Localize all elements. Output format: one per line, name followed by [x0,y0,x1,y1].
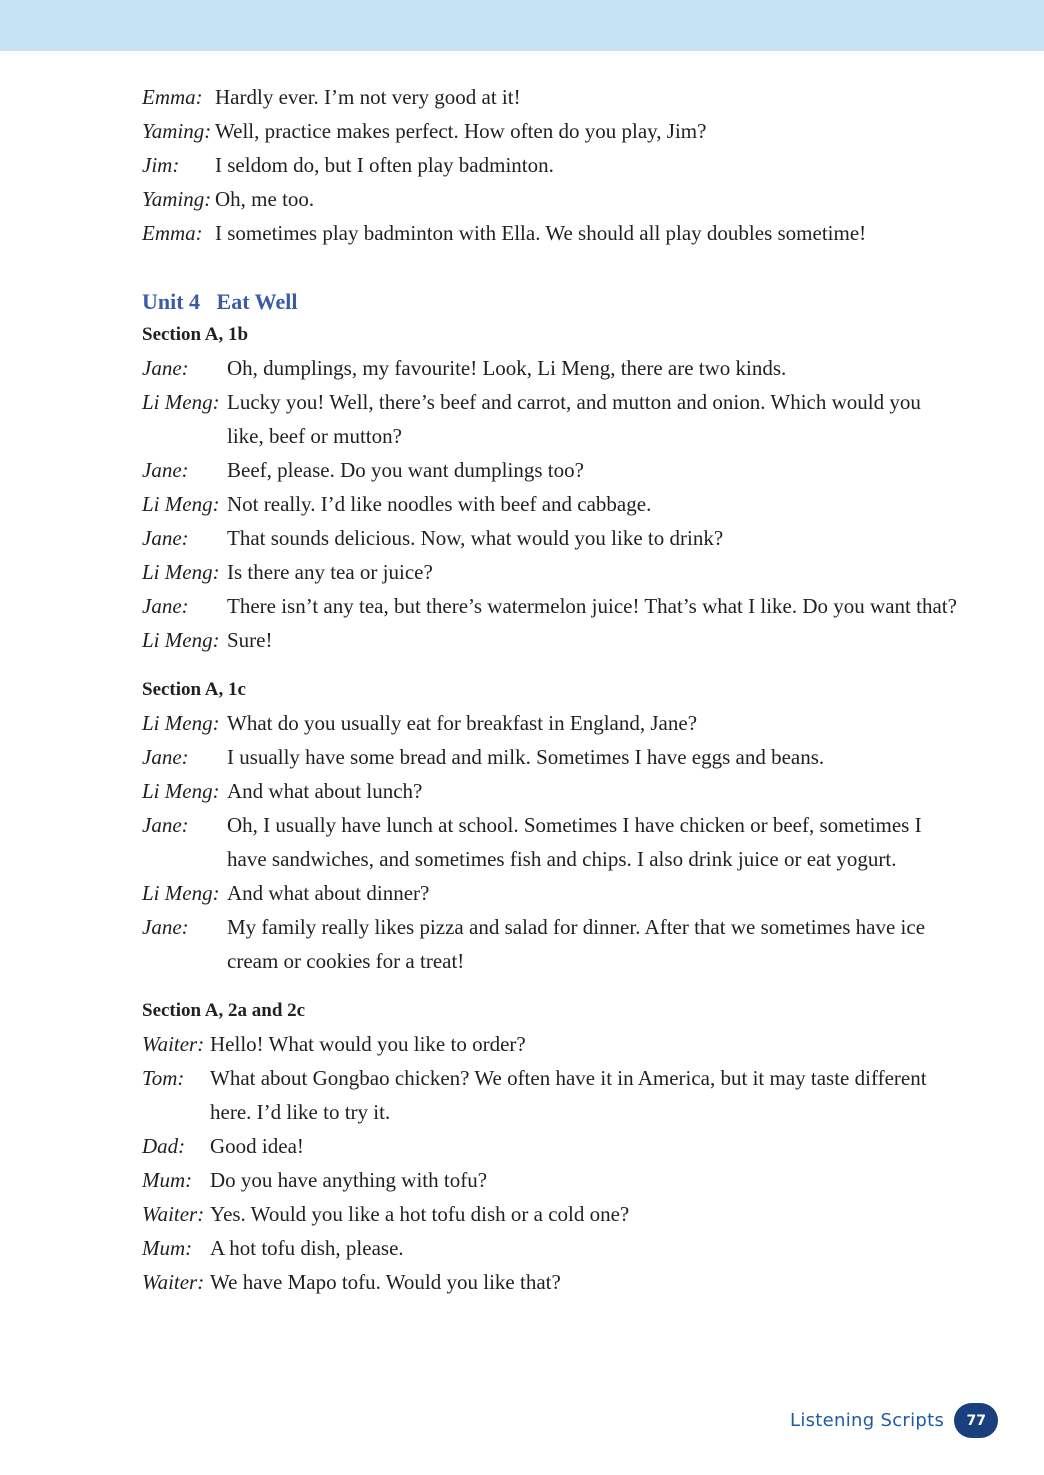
dialogue-line [142,1061,958,1129]
speaker-label: Dad: [142,1134,186,1158]
utterance-text: Hardly ever. I’m not very good at it! [215,85,521,109]
speaker-label: Li Meng: [142,492,220,516]
speaker-label: Jim: [142,153,180,177]
speaker-label: Waiter: [142,1270,205,1294]
dialogue-line [142,521,958,555]
speaker-label: Li Meng: [142,711,220,735]
dialogue-line [142,740,958,774]
intro-dialogue [142,80,958,250]
speaker-label: Li Meng: [142,560,220,584]
speaker-label: Jane: [142,526,189,550]
section-2a-2c [142,997,958,1299]
dialogue-line [142,1163,958,1197]
utterance-text: Yes. Would you like a hot tofu dish or a cold one? [210,1202,630,1226]
dialogue-line [142,1231,958,1265]
speaker-label: Emma: [142,221,203,245]
dialogue-line [142,774,958,808]
section-1b [142,321,958,657]
dialogue-line [142,182,958,216]
dialogue-line [142,1129,958,1163]
speaker-label: Tom: [142,1066,185,1090]
page-number-badge: 77 [954,1403,998,1438]
dialogue-line [142,589,958,623]
utterance-text: And what about dinner? [227,881,430,905]
utterance-text: There isn’t any tea, but there’s watermelon juice! That’s what I like. Do you want that? [227,594,957,618]
speaker-label: Yaming: [142,187,212,211]
speaker-label: Li Meng: [142,881,220,905]
speaker-label: Jane: [142,915,189,939]
dialogue-line [142,453,958,487]
utterance-text: Do you have anything with tofu? [210,1168,488,1192]
utterance-text: Good idea! [210,1134,304,1158]
dialogue-line [142,148,958,182]
dialogue-line [142,80,958,114]
footer-label: Listening Scripts [790,1410,945,1431]
utterance-text: Sure! [227,628,273,652]
header-band [0,0,1044,51]
dialogue-line [142,487,958,521]
utterance-text: Well, practice makes perfect. How often do you play, Jim? [215,119,707,143]
speaker-label: Li Meng: [142,628,220,652]
utterance-text: I sometimes play badminton with Ella. We should all play doubles sometime! [215,221,867,245]
speaker-label: Li Meng: [142,390,220,414]
dialogue-line [142,910,958,978]
dialogue-line [142,555,958,589]
speaker-label: Jane: [142,594,189,618]
section-heading: Section A, 1b [142,324,249,345]
utterance-text: I seldom do, but I often play badminton. [215,153,554,177]
dialogue-line [142,706,958,740]
dialogue-line [142,114,958,148]
utterance-text: Is there any tea or juice? [227,560,433,584]
utterance-text: Hello! What would you like to order? [210,1032,526,1056]
utterance-text: A hot tofu dish, please. [210,1236,404,1260]
dialogue-line [142,216,958,250]
utterance-text: We have Mapo tofu. Would you like that? [210,1270,561,1294]
dialogue-line [142,808,958,876]
dialogue-line [142,623,958,657]
dialogue-line [142,1197,958,1231]
section-1c [142,676,958,978]
utterance-text: Oh, me too. [215,187,315,211]
dialogue-line [142,1027,958,1061]
utterance-text: What do you usually eat for breakfast in England, Jane? [227,711,698,735]
utterance-text: Beef, please. Do you want dumplings too? [227,458,584,482]
dialogue-line [142,385,958,453]
utterance-text: Oh, I usually have lunch at school. Sometimes I have chicken or beef, sometimes I have sandwiches, and sometimes fish and chips. I also drink juice or eat yogurt. [227,813,922,871]
utterance-text: My family really likes pizza and salad for dinner. After that we sometimes have ice cream or cookies for a treat! [227,915,926,973]
dialogue-line [142,351,958,385]
speaker-label: Jane: [142,356,189,380]
dialogue-line [142,1265,958,1299]
section-heading: Section A, 2a and 2c [142,1000,306,1021]
speaker-label: Waiter: [142,1202,205,1226]
speaker-label: Waiter: [142,1032,205,1056]
unit-title: Unit 4 Eat Well [142,289,298,314]
utterance-text: And what about lunch? [227,779,423,803]
utterance-text: That sounds delicious. Now, what would you like to drink? [227,526,724,550]
utterance-text: Oh, dumplings, my favourite! Look, Li Meng, there are two kinds. [227,356,787,380]
utterance-text: Not really. I’d like noodles with beef and cabbage. [227,492,652,516]
page-footer [790,1403,998,1438]
speaker-label: Jane: [142,813,189,837]
speaker-label: Yaming: [142,119,212,143]
speaker-label: Mum: [142,1236,193,1260]
speaker-label: Jane: [142,458,189,482]
speaker-label: Jane: [142,745,189,769]
utterance-text: I usually have some bread and milk. Sometimes I have eggs and beans. [227,745,825,769]
speaker-label: Li Meng: [142,779,220,803]
page-content [142,80,958,1299]
utterance-text: Lucky you! Well, there’s beef and carrot, and mutton and onion. Which would you like, beef or mutton? [227,390,921,448]
utterance-text: What about Gongbao chicken? We often have it in America, but it may taste different here. I’d like to try it. [210,1066,927,1124]
dialogue-line [142,876,958,910]
speaker-label: Emma: [142,85,203,109]
section-heading: Section A, 1c [142,679,246,700]
speaker-label: Mum: [142,1168,193,1192]
